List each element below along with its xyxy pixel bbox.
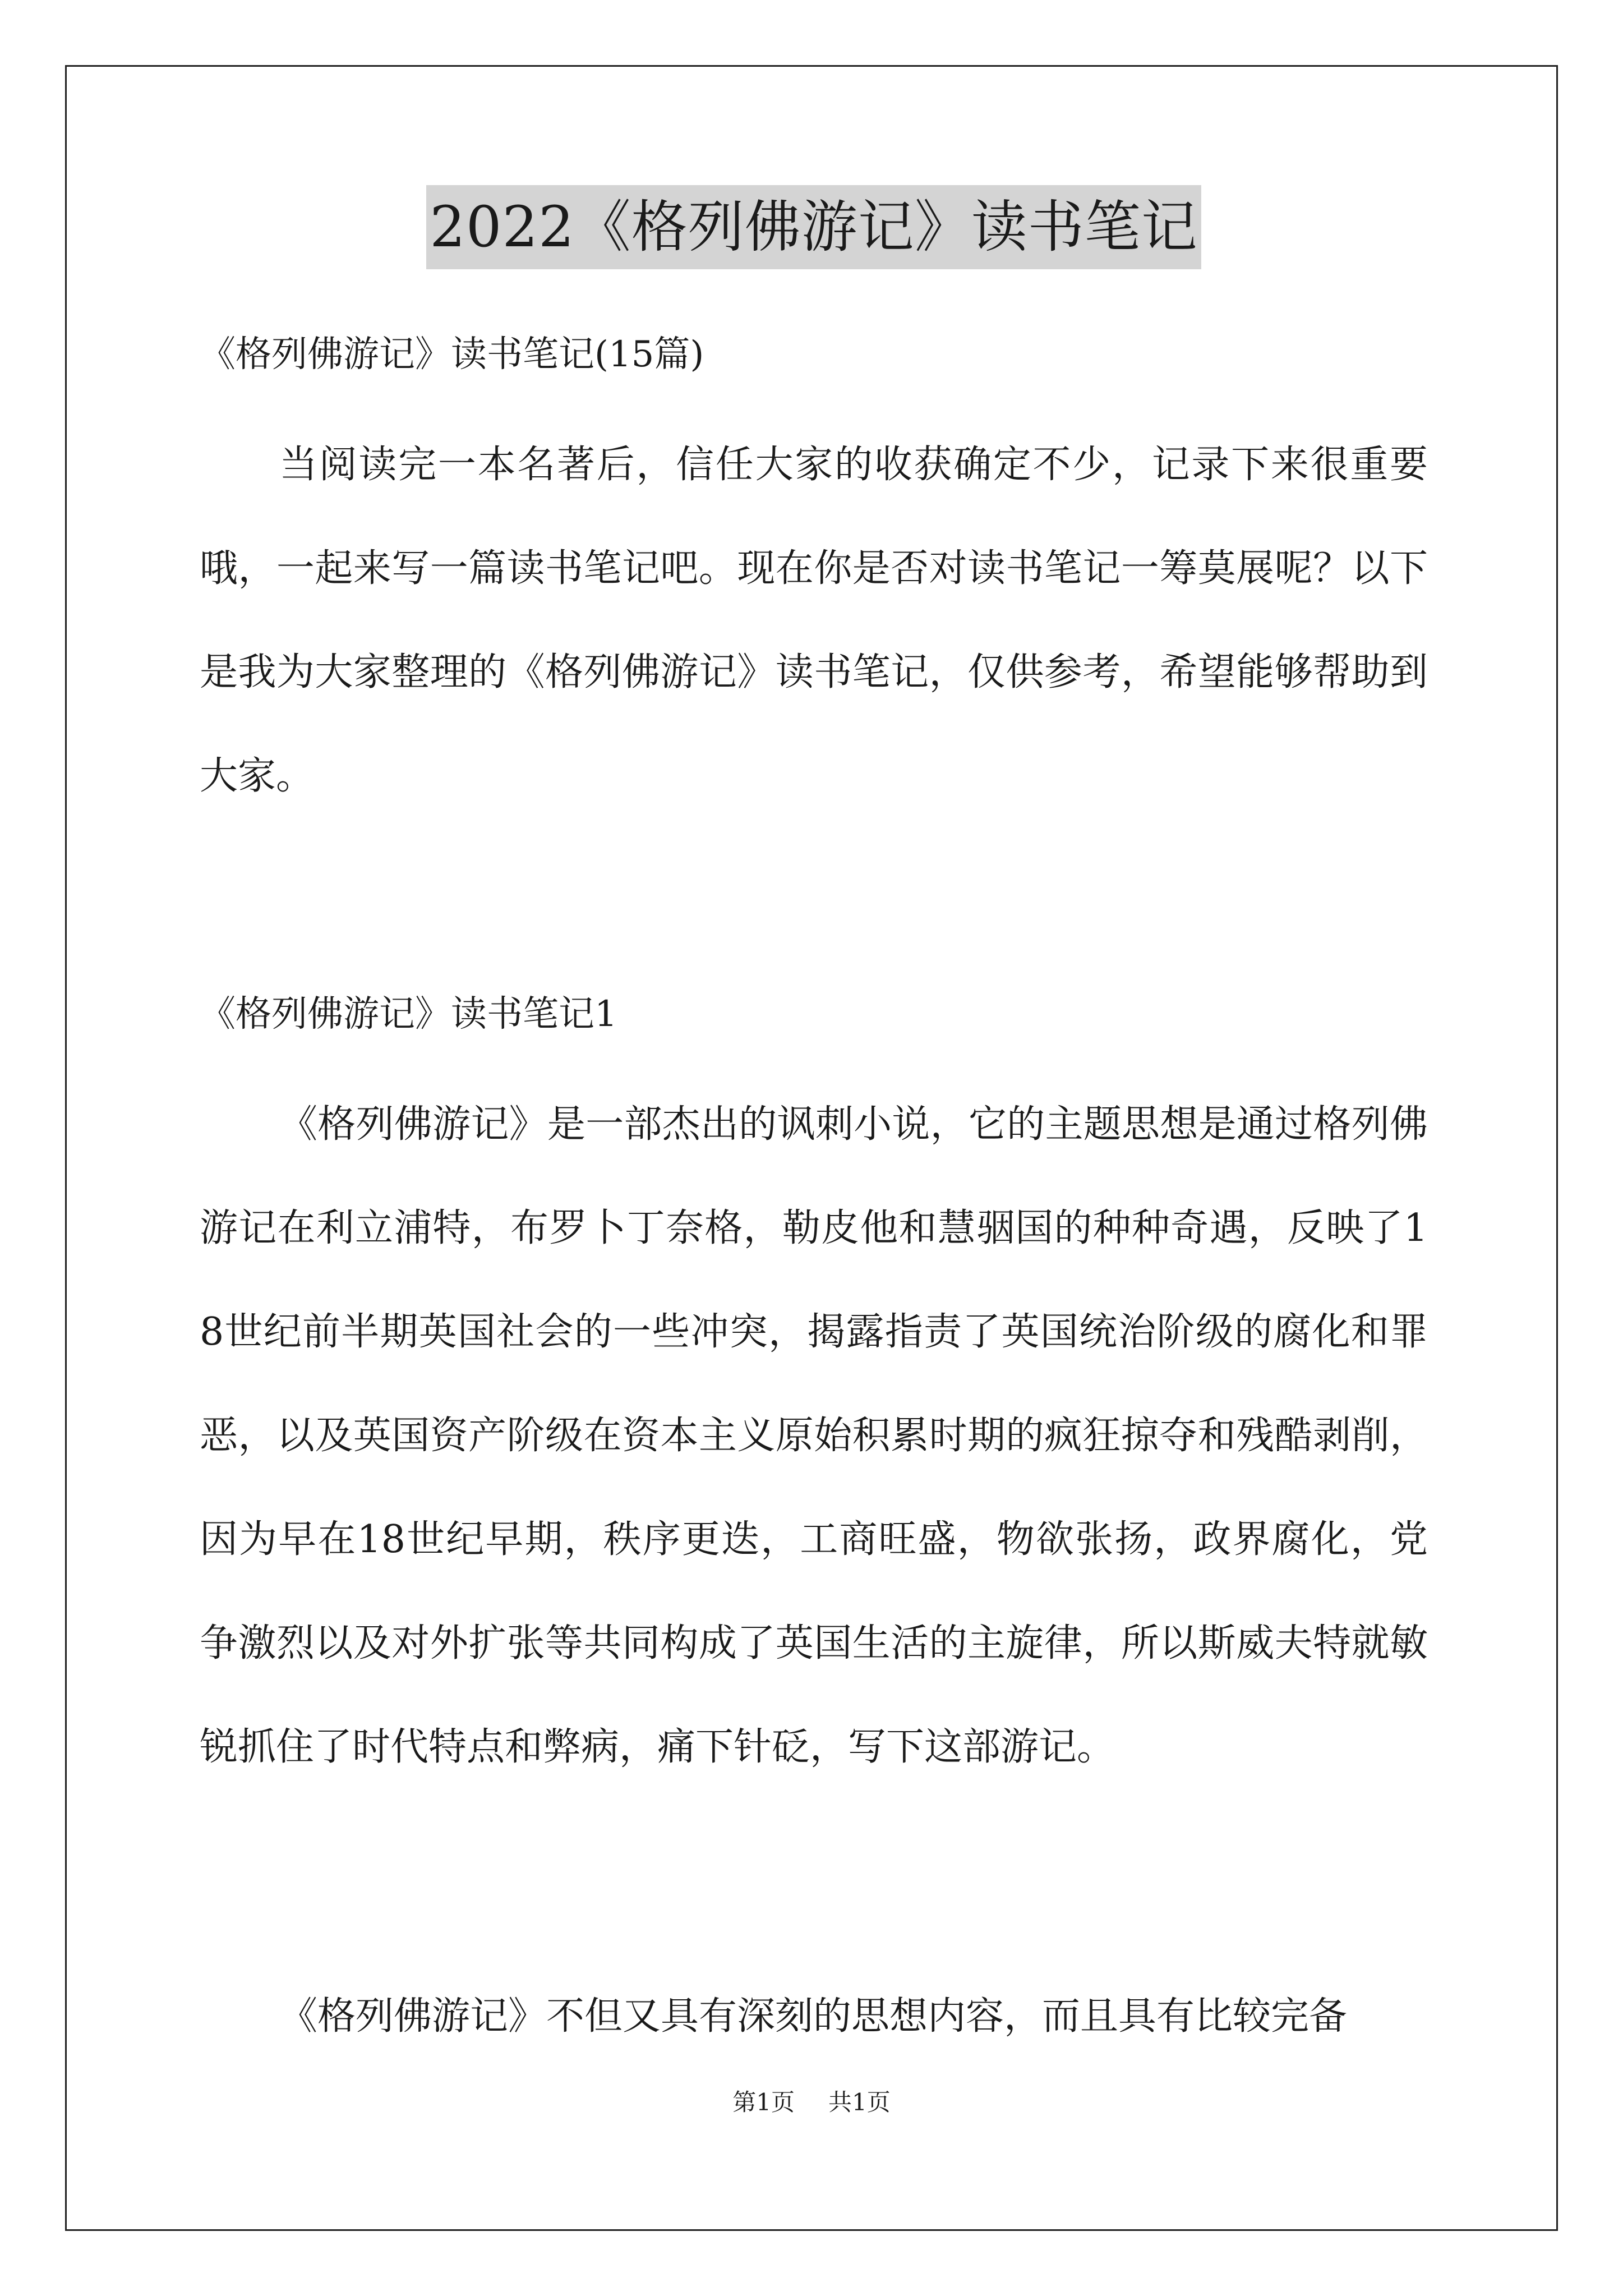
intro-paragraph: 当阅读完一本名著后，信任大家的收获确定不少，记录下来很重要哦，一起来写一篇读书笔记吧。现在你是否对读书笔记一筹莫展呢？以下是我为大家整理的《格列佛游记》读书笔记，仅供参考，希望能够帮助到大家。 <box>200 443 1428 798</box>
section-1-paragraph-2: 《格列佛游记》不但又具有深刻的思想内容，而且具有比较完备 <box>279 1994 1348 2039</box>
section-1-heading: 《格列佛游记》读书笔记1 <box>200 993 617 1035</box>
section-1-paragraph-1: 《格列佛游记》是一部杰出的讽刺小说，它的主题思想是通过格列佛游记在利立浦特，布罗卜丁奈格，勒皮他和慧骃国的种种奇遇，反映了18世纪前半期英国社会的一些冲突，揭露指责了英国统治阶级的腐化和罪恶，以及英国资产阶级在资本主义原始积累时期的疯狂掠夺和残酷剥削，因为早在18世纪早期，秩序更迭，工商旺盛，物欲张扬，政界腐化，党争激烈以及对外扩张等共同构成了英国生活的主旋律，所以斯威夫特就敏锐抓住了时代特点和弊病，痛下针砭，写下这部游记。 <box>200 1102 1428 1769</box>
page-total: 共1页 <box>828 2088 891 2116</box>
document-title-text: 2022《格列佛游记》读书笔记 <box>426 185 1201 269</box>
page-footer <box>65 2087 1558 2118</box>
document-title <box>200 185 1428 269</box>
page-number: 第1页 <box>732 2088 795 2116</box>
subtitle-heading: 《格列佛游记》读书笔记(15篇) <box>200 334 704 375</box>
